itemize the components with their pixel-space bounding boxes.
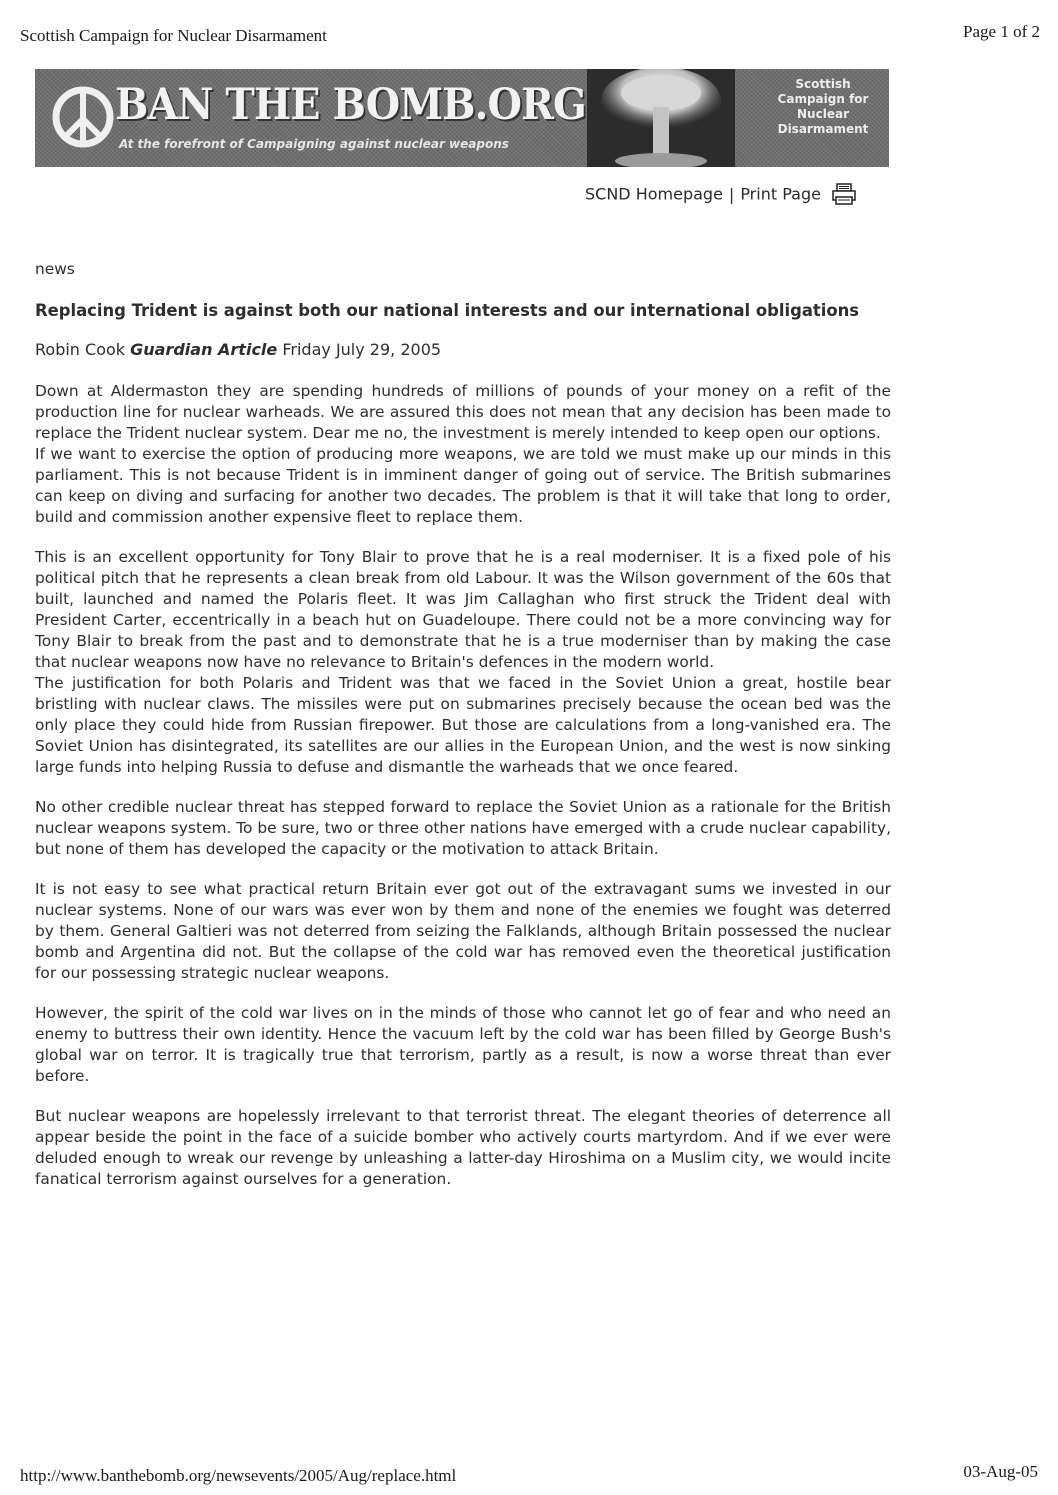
- print-page-link[interactable]: Print Page: [740, 184, 821, 204]
- article-byline: [35, 339, 891, 360]
- article-paragraph: But nuclear weapons are hopelessly irrelevant to that terrorist threat. The elegant theories of deterrence all appear beside the point in the face of a suicide bomber who actively courts martyrdom. And if we ever were deluded enough to wreak our revenge by unleashing a latter-day Hiroshima on a Muslim city, we would incite fanatical terrorism against ourselves for a generation.: [35, 1107, 891, 1188]
- article-paragraph: If we want to exercise the option of producing more weapons, we are told we must make up our minds in this parliament. This is not because Trident is in imminent danger of going out of service. The British submarines can keep on diving and surfacing for another two decades. The problem is that it will take that long to order, build and commission another expensive fleet to replace them.: [35, 445, 891, 526]
- section-label: news: [35, 260, 75, 278]
- print-header-page-number: Page 1 of 2: [963, 22, 1040, 41]
- article-paragraph: However, the spirit of the cold war lives on in the minds of those who cannot let go of fear and who need an enemy to buttress their own identity. Hence the vacuum left by the cold war has been filled by George Bush's global war on terror. It is tragically true that terrorism, partly as a result, is now a worse threat than ever before.: [35, 1004, 891, 1085]
- site-banner[interactable]: [35, 69, 889, 167]
- article-publication: Guardian Article: [130, 340, 278, 359]
- print-header-title: Scottish Campaign for Nuclear Disarmament: [20, 26, 327, 45]
- article-paragraph: This is an excellent opportunity for Tony Blair to prove that he is a real moderniser. It is a fixed pole of his political pitch that he represents a clean break from old Labour. It was the Wilson government of the 60s that built, launched and named the Polaris fleet. It was Jim Callaghan who first struck the Trident deal with President Carter, eccentrically in a beach hut on Guadeloupe. There could not be a more convincing way for Tony Blair to break from the past and to demonstrate that he is a true moderniser than by making the case that nuclear weapons now have no relevance to Britain's defences in the modern world.: [35, 548, 891, 671]
- scnd-homepage-link[interactable]: SCND Homepage: [585, 184, 723, 204]
- article-date: Friday July 29, 2005: [282, 340, 442, 359]
- article-author: Robin Cook: [35, 340, 126, 359]
- article-paragraph: It is not easy to see what practical return Britain ever got out of the extravagant sums we invested in our nuclear systems. None of our wars was ever won by them and none of the enemies we fought was deterred by them. General Galtieri was not deterred from seizing the Falklands, although Britain possessed the nuclear bomb and Argentina did not. But the collapse of the cold war has removed even the theoretical justification for our possessing strategic nuclear weapons.: [35, 880, 891, 982]
- article-content: [35, 259, 891, 1190]
- peace-symbol-icon: [51, 85, 115, 149]
- site-logo-text: BAN THE BOMB.ORG: [115, 80, 586, 130]
- print-footer-date: 03-Aug-05: [963, 1462, 1038, 1481]
- article-headline: Replacing Trident is against both our national interests and our international obligations: [35, 301, 860, 320]
- scnd-org-label: Scottish Campaign for Nuclear Disarmament: [777, 77, 869, 136]
- top-navigation: [585, 183, 856, 205]
- article-paragraph: Down at Aldermaston they are spending hundreds of millions of pounds of your money on a refit of the production line for nuclear warheads. We are assured this does not mean that any decision has been made to replace the Trident nuclear system. Dear me no, the investment is merely intended to keep open our options.: [35, 382, 891, 442]
- article-paragraph: No other credible nuclear threat has stepped forward to replace the Soviet Union as a rationale for the British nuclear weapons system. To be sure, two or three other nations have emerged with a crude nuclear capability, but none of them has developed the capacity or the motivation to attack Britain.: [35, 798, 891, 858]
- site-tagline: At the forefront of Campaigning against nuclear weapons: [119, 137, 509, 151]
- mushroom-cloud-icon: [587, 69, 735, 167]
- print-footer-url: http://www.banthebomb.org/newsevents/2005/Aug/replace.html: [20, 1466, 457, 1485]
- nav-separator: |: [728, 184, 735, 204]
- printer-icon[interactable]: [832, 183, 856, 205]
- article-paragraph: The justification for both Polaris and Trident was that we faced in the Soviet Union a great, hostile bear bristling with nuclear claws. The missiles were put on submarines precisely because the ocean bed was the only place they could hide from Russian firepower. But those are calculations from a long-vanished era. The Soviet Union has disintegrated, its satellites are our allies in the European Union, and the west is now sinking large funds into helping Russia to defuse and dismantle the warheads that we once feared.: [35, 674, 891, 776]
